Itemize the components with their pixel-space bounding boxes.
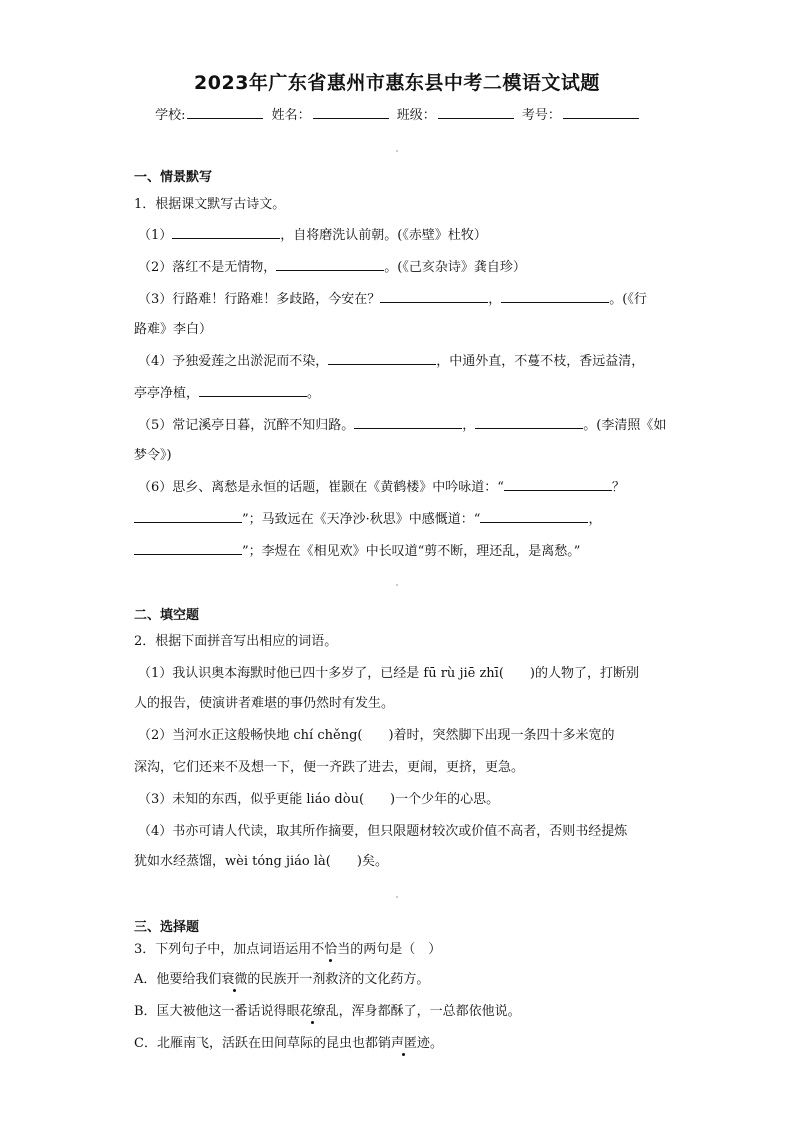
q2-part-2-cont: 深沟，它们还来不及想一下，便一齐跌了进去，更闹，更挤，更急。 bbox=[134, 760, 525, 775]
emphasis-word: 衰微 bbox=[221, 972, 248, 987]
q1-part-3-cont: 路难》李白） bbox=[134, 322, 213, 337]
emphasis-word: 不恰当 bbox=[311, 942, 351, 957]
answer-blank[interactable] bbox=[480, 510, 588, 523]
q2-part-4: （4）书亦可请人代读，取其所作摘要，但只限题材较次或价值不高者，否则书经提炼 bbox=[138, 824, 628, 839]
divider-dot bbox=[396, 150, 398, 152]
q1-part-6-cont: ”；马致远在《天净沙·秋思》中感慨道：“ ， bbox=[134, 508, 664, 527]
q1-part-4-cont: 亭亭净植， 。 bbox=[134, 386, 321, 401]
q1-part-2: （2）落红不是无情物， 。(《己亥杂诗》龚自珍） bbox=[138, 260, 526, 275]
q1-part-6-cont2: ”；李煜在《相见欢》中长叹道“剪不断，理还乱，是离愁。” bbox=[134, 540, 664, 559]
divider-dot bbox=[396, 896, 398, 898]
section-heading-2: 二、填空题 bbox=[134, 608, 200, 623]
emphasis-word: 销声匿迹 bbox=[377, 1036, 430, 1051]
answer-blank[interactable] bbox=[380, 290, 488, 303]
emphasis-word: 眼花缭乱 bbox=[286, 1004, 339, 1019]
name-blank[interactable] bbox=[313, 106, 389, 119]
answer-blank[interactable] bbox=[504, 478, 612, 491]
q2-part-1-cont: 人的报告，使演讲者难堪的事仍然时有发生。 bbox=[134, 696, 395, 711]
section-heading-3: 三、选择题 bbox=[134, 920, 200, 935]
answer-blank[interactable] bbox=[172, 226, 280, 239]
answer-blank[interactable] bbox=[354, 416, 462, 429]
q2-part-4-cont: 犹如水经蒸馏，wèi tóng jiáo là( )矣。 bbox=[134, 854, 388, 869]
answer-blank[interactable] bbox=[134, 510, 242, 523]
q2-part-1: （1）我认识奥本海默时他已四十多岁了，已经是 fū rù jiē zhī( )的人物了，打断别 bbox=[138, 666, 639, 681]
answer-blank[interactable] bbox=[199, 384, 307, 397]
q1-part-5-cont: 梦令》) bbox=[134, 448, 172, 463]
question-1-stem: 1．根据课文默写古诗文。 bbox=[134, 197, 286, 212]
q2-part-3: （3）未知的东西，似乎更能 liáo dòu( )一个少年的心思。 bbox=[138, 792, 500, 807]
option-a[interactable]: A．他要给我们衰微的民族开一剂救济的文化药方。 bbox=[134, 972, 430, 987]
answer-blank[interactable] bbox=[276, 258, 384, 271]
question-3-stem: 3．下列句子中，加点词语运用不恰当的两句是（ ） bbox=[134, 942, 442, 957]
option-b[interactable]: B．匡大被他这一番话说得眼花缭乱，浑身都酥了，一总都依他说。 bbox=[134, 1004, 521, 1019]
school-label: 学校: bbox=[155, 108, 186, 123]
student-info-row bbox=[0, 104, 794, 123]
school-blank[interactable] bbox=[187, 106, 263, 119]
exam-number-blank[interactable] bbox=[563, 106, 639, 119]
q1-part-1: （1） ，自将磨洗认前朝。(《赤壁》杜牧） bbox=[138, 228, 487, 243]
class-label: 班级： bbox=[396, 108, 436, 123]
name-label: 姓名： bbox=[271, 108, 311, 123]
q1-part-5: （5）常记溪亭日暮，沉醉不知归路。 ， 。(李清照《如 bbox=[138, 418, 667, 433]
class-blank[interactable] bbox=[438, 106, 514, 119]
answer-blank[interactable] bbox=[328, 352, 436, 365]
section-heading-1: 一、情景默写 bbox=[134, 170, 213, 185]
answer-blank[interactable] bbox=[134, 542, 242, 555]
answer-blank[interactable] bbox=[475, 416, 583, 429]
q1-part-3: （3）行路难！行路难！多歧路，今安在？ ， 。(《行 bbox=[138, 292, 647, 307]
exam-title: 2023年广东省惠州市惠东县中考二模语文试题 bbox=[194, 72, 600, 94]
q1-part-6: （6）思乡、离愁是永恒的话题，崔颢在《黄鹤楼》中吟咏道：“ ？ bbox=[138, 480, 625, 495]
option-c[interactable]: C．北雁南飞，活跃在田间草际的昆虫也都销声匿迹。 bbox=[134, 1036, 443, 1051]
q2-part-2: （2）当河水正这般畅快地 chí chěng( )着时，突然脚下出现一条四十多米宽的 bbox=[138, 728, 615, 743]
exam-number-label: 考号： bbox=[521, 108, 561, 123]
question-2-stem: 2．根据下面拼音写出相应的词语。 bbox=[134, 634, 338, 649]
q1-part-4: （4）予独爱莲之出淤泥而不染， ，中通外直，不蔓不枝，香远益清， bbox=[138, 354, 645, 369]
divider-dot bbox=[396, 584, 398, 586]
answer-blank[interactable] bbox=[501, 290, 609, 303]
